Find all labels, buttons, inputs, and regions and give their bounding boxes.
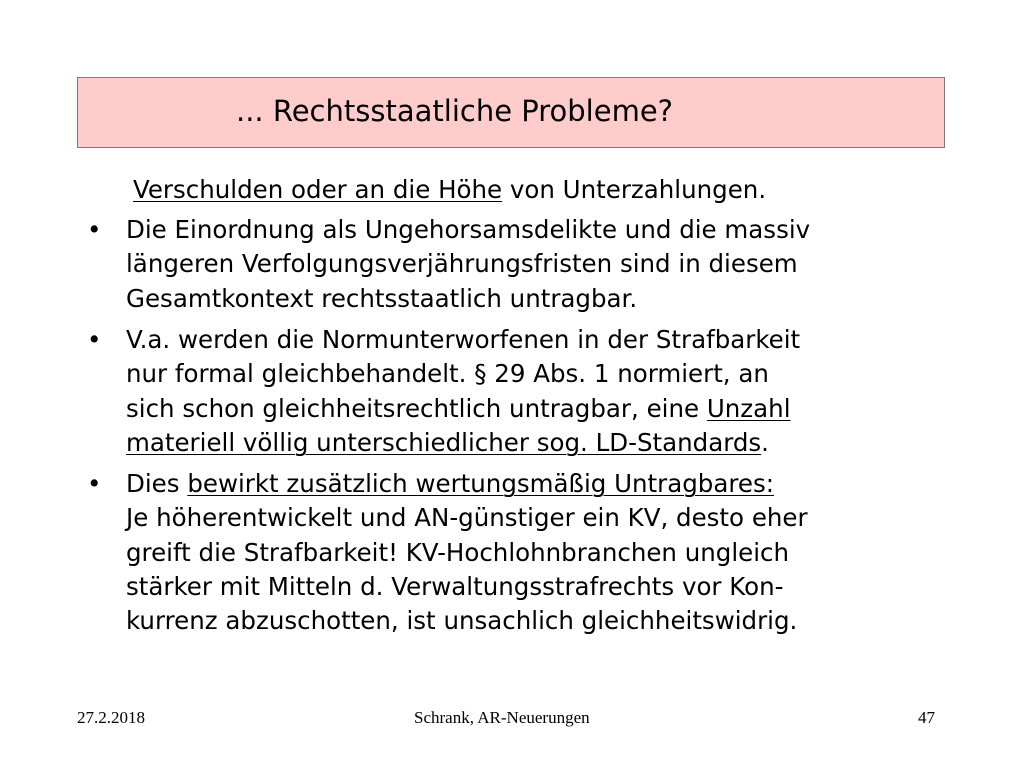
bullet-item-2	[87, 323, 801, 460]
title-box	[77, 77, 945, 148]
bullet-dot-icon: •	[87, 469, 102, 498]
bullet-2-line-1: V.a. werden die Normunterworfenen in der Strafbarkeit	[126, 325, 801, 354]
bullet-2-line-3-underlined: Unzahl	[706, 393, 791, 423]
bullet-2-line-4-underlined: materiell völlig unterschiedlicher sog. LD-Standards	[126, 427, 762, 457]
bullet-2-line-3-plain: sich schon gleichheitsrechtlich untragbar, eine	[126, 393, 707, 423]
bullet-1-line-3: Gesamtkontext rechtsstaatlich untragbar.	[126, 283, 638, 313]
continuation-line	[133, 173, 766, 207]
bullet-3-line-1-underlined: bewirkt zusätzlich wertungsmäßig Untragbares:	[187, 469, 774, 498]
bullet-dot-icon: •	[87, 325, 102, 354]
bullet-2-line-4-end: .	[761, 427, 769, 457]
bullet-3-line-1	[126, 467, 808, 501]
bullet-1-line-2: längeren Verfolgungsverjährungsfristen sind in diesem	[126, 249, 798, 279]
footer-author-title: Schrank, AR-Neuerungen	[414, 708, 590, 727]
bullet-item-3	[87, 467, 808, 638]
bullet-dot-icon: •	[87, 215, 102, 244]
bullet-1-line-1: Die Einordnung als Ungehorsamsdelikte und die massiv	[126, 215, 811, 244]
bullet-3-line-1-plain: Dies	[126, 469, 188, 498]
bullet-3-line-4: stärker mit Mitteln d. Verwaltungsstrafrechts vor Kon-	[126, 571, 784, 601]
bullet-item-1	[87, 213, 811, 316]
bullet-2-line-3	[126, 392, 800, 426]
bullet-3-line-5: kurrenz abzuschotten, ist unsachlich gleichheitswidrig.	[126, 606, 798, 636]
bullet-3-line-2: Je höherentwickelt und AN-günstiger ein KV, desto eher	[126, 503, 808, 533]
bullet-2-line-4	[126, 426, 800, 460]
continuation-rest-text: von Unterzahlungen.	[502, 175, 767, 204]
slide-title: ... Rechtsstaatliche Probleme?	[236, 94, 674, 128]
bullet-2-line-2: nur formal gleichbehandelt. § 29 Abs. 1 normiert, an	[126, 359, 769, 389]
continuation-underlined-text: Verschulden oder an die Höhe	[133, 175, 503, 204]
footer-date: 27.2.2018	[77, 708, 145, 727]
footer-page-number: 47	[918, 708, 935, 727]
bullet-3-line-3: greift die Strafbarkeit! KV-Hochlohnbranchen ungleich	[126, 537, 790, 567]
